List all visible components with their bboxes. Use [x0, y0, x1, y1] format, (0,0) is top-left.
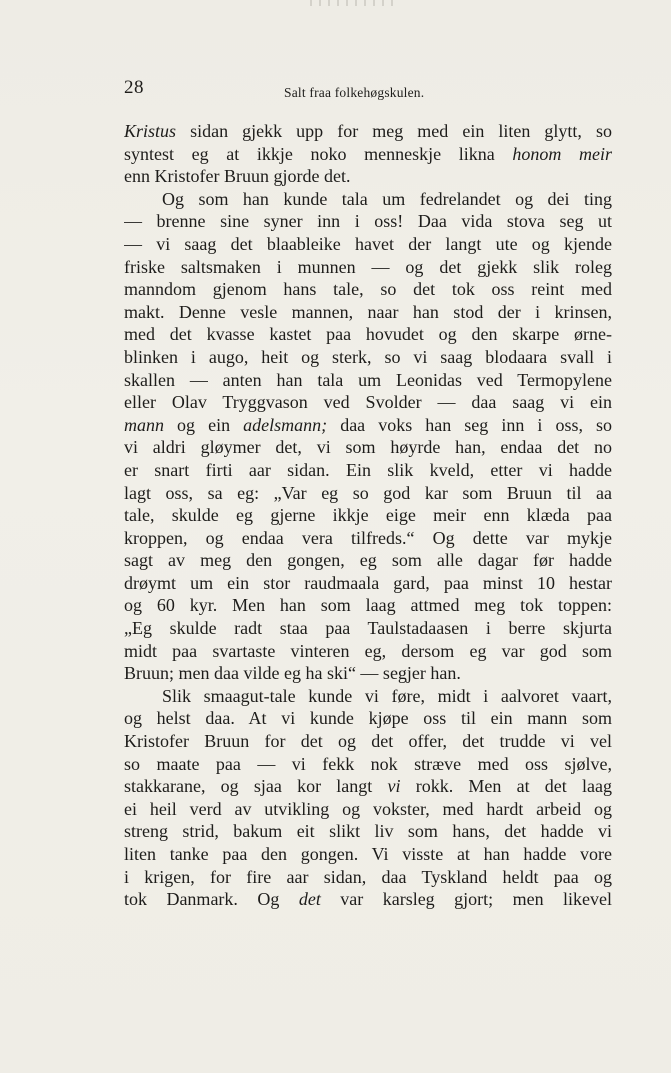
text-run: er snart firti aar sidan. Ein slik kveld, etter vi hadde — [124, 459, 612, 480]
text-run: Slik smaagut-tale kunde vi føre, midt i aalvoret vaart, — [162, 685, 612, 706]
text-line — [124, 459, 612, 482]
italic-text: vi — [387, 776, 401, 797]
text-line — [124, 866, 612, 889]
italic-text: det — [298, 889, 321, 910]
text-run: Og som han kunde tala um fedrelandet og dei ting — [162, 188, 612, 209]
text-run: so maate paa — vi fekk nok stræve med oss sjølve, — [124, 753, 612, 774]
text-run: sidan gjekk upp for meg med ein liten glytt, so — [176, 121, 612, 141]
running-title: Salt fraa folkehøgskulen. — [284, 85, 425, 100]
text-run: „Eg skulde radt staa paa Taulstadaasen i berre skjurta — [124, 618, 612, 639]
text-line — [124, 820, 612, 843]
text-line — [124, 165, 612, 188]
text-run: liten tanke paa den gongen. Vi visste at han hadde vore — [124, 844, 612, 864]
text-line — [124, 391, 612, 414]
text-line — [124, 120, 612, 143]
text-line — [124, 143, 612, 166]
text-run: og helst daa. At vi kunde kjøpe oss til ein mann som — [124, 708, 612, 729]
text-run: lagt oss, sa eg: „Var eg so god kar som Bruun til aa — [124, 482, 612, 503]
text-run: tok Danmark. Og — [124, 889, 299, 910]
text-run: og ein — [164, 414, 244, 435]
text-run: med det kvasse kastet paa hovudet og den skarpe ørne- — [124, 324, 612, 345]
text-run: blinken i augo, heit og sterk, so vi saag blodaara svall i — [124, 346, 612, 367]
text-line — [124, 662, 612, 685]
text-run: — brenne sine syner inn i oss! Daa vida stova seg ut — [124, 211, 612, 232]
text-line — [124, 640, 612, 663]
text-run: sagt av meg den gongen, eg som alle dagar før hadde — [124, 550, 612, 571]
text-run: Bruun; men daa vilde eg ha ski“ — segjer han. — [124, 663, 461, 684]
scan-edge-marks — [310, 0, 400, 6]
text-run: stakkarane, og sjaa kor langt — [124, 776, 388, 797]
text-line — [124, 210, 612, 233]
italic-text: honom meir — [512, 143, 612, 164]
text-run: — vi saag det blaableike havet der langt ute og kjende — [124, 233, 612, 254]
text-run: midt paa svartaste vinteren eg, dersom eg var god som — [124, 640, 612, 661]
text-line — [124, 549, 612, 572]
text-run: skallen — anten han tala um Leonidas ved Termopylene — [124, 369, 612, 390]
text-run: enn Kristofer Bruun gjorde det. — [124, 166, 351, 187]
text-line — [124, 730, 612, 753]
text-line — [124, 278, 612, 301]
text-line — [124, 482, 612, 505]
text-line — [124, 256, 612, 279]
text-run: tale, skulde eg gjerne ikkje eige meir enn klæda paa — [124, 505, 612, 526]
text-run: ei heil verd av utvikling og vokster, med hardt arbeid og — [124, 798, 612, 819]
text-line — [124, 594, 612, 617]
text-line — [124, 436, 612, 459]
text-line — [124, 707, 612, 730]
page-number: 28 — [124, 77, 144, 98]
text-run: makt. Denne vesle mannen, naar han stod der i krinsen, — [124, 301, 612, 322]
text-run: drøymt um ein stor raudmaala gard, paa minst 10 hestar — [124, 572, 612, 593]
text-line — [124, 572, 612, 595]
italic-text: mann — [124, 414, 164, 435]
italic-text: adelsmann; — [243, 414, 328, 435]
text-line — [124, 617, 612, 640]
text-run: var karsleg gjort; men likevel — [320, 889, 612, 910]
text-run: og 60 kyr. Men han som laag attmed meg tok toppen: — [124, 595, 612, 616]
text-line — [124, 323, 612, 346]
text-run: vi aldri gløymer det, vi som høyrde han, endaa det no — [124, 437, 612, 458]
text-run: friske saltsmaken i munnen — og det gjekk slik roleg — [124, 256, 612, 277]
text-line — [124, 685, 612, 708]
text-run: Kristofer Bruun for det og det offer, det trudde vi vel — [124, 731, 612, 752]
body-text — [124, 120, 612, 911]
text-line — [124, 527, 612, 550]
text-line — [124, 775, 612, 798]
text-run: kroppen, og endaa vera tilfreds.“ Og dette var mykje — [124, 527, 612, 548]
page-header — [124, 77, 612, 107]
text-run: i krigen, for fire aar sidan, daa Tyskland heldt paa og — [124, 866, 612, 887]
text-run: syntest eg at ikkje noko menneskje likna — [124, 143, 513, 164]
text-line — [124, 843, 612, 866]
text-line — [124, 233, 612, 256]
text-line — [124, 414, 612, 437]
text-run: eller Olav Tryggvason ved Svolder — daa saag vi ein — [124, 392, 612, 413]
text-line — [124, 346, 612, 369]
text-run: rokk. Men at det laag — [400, 776, 612, 797]
text-line — [124, 504, 612, 527]
text-run: daa voks han seg inn i oss, so — [327, 414, 612, 435]
text-line — [124, 188, 612, 211]
text-run: streng strid, bakum eit slikt liv som hans, det hadde vi — [124, 821, 612, 842]
text-line — [124, 753, 612, 776]
text-line — [124, 798, 612, 821]
text-line — [124, 301, 612, 324]
text-line — [124, 888, 612, 911]
text-run: manndom gjenom hans tale, so det tok oss reint med — [124, 279, 612, 300]
text-line — [124, 369, 612, 392]
italic-text: Kristus — [124, 121, 177, 141]
